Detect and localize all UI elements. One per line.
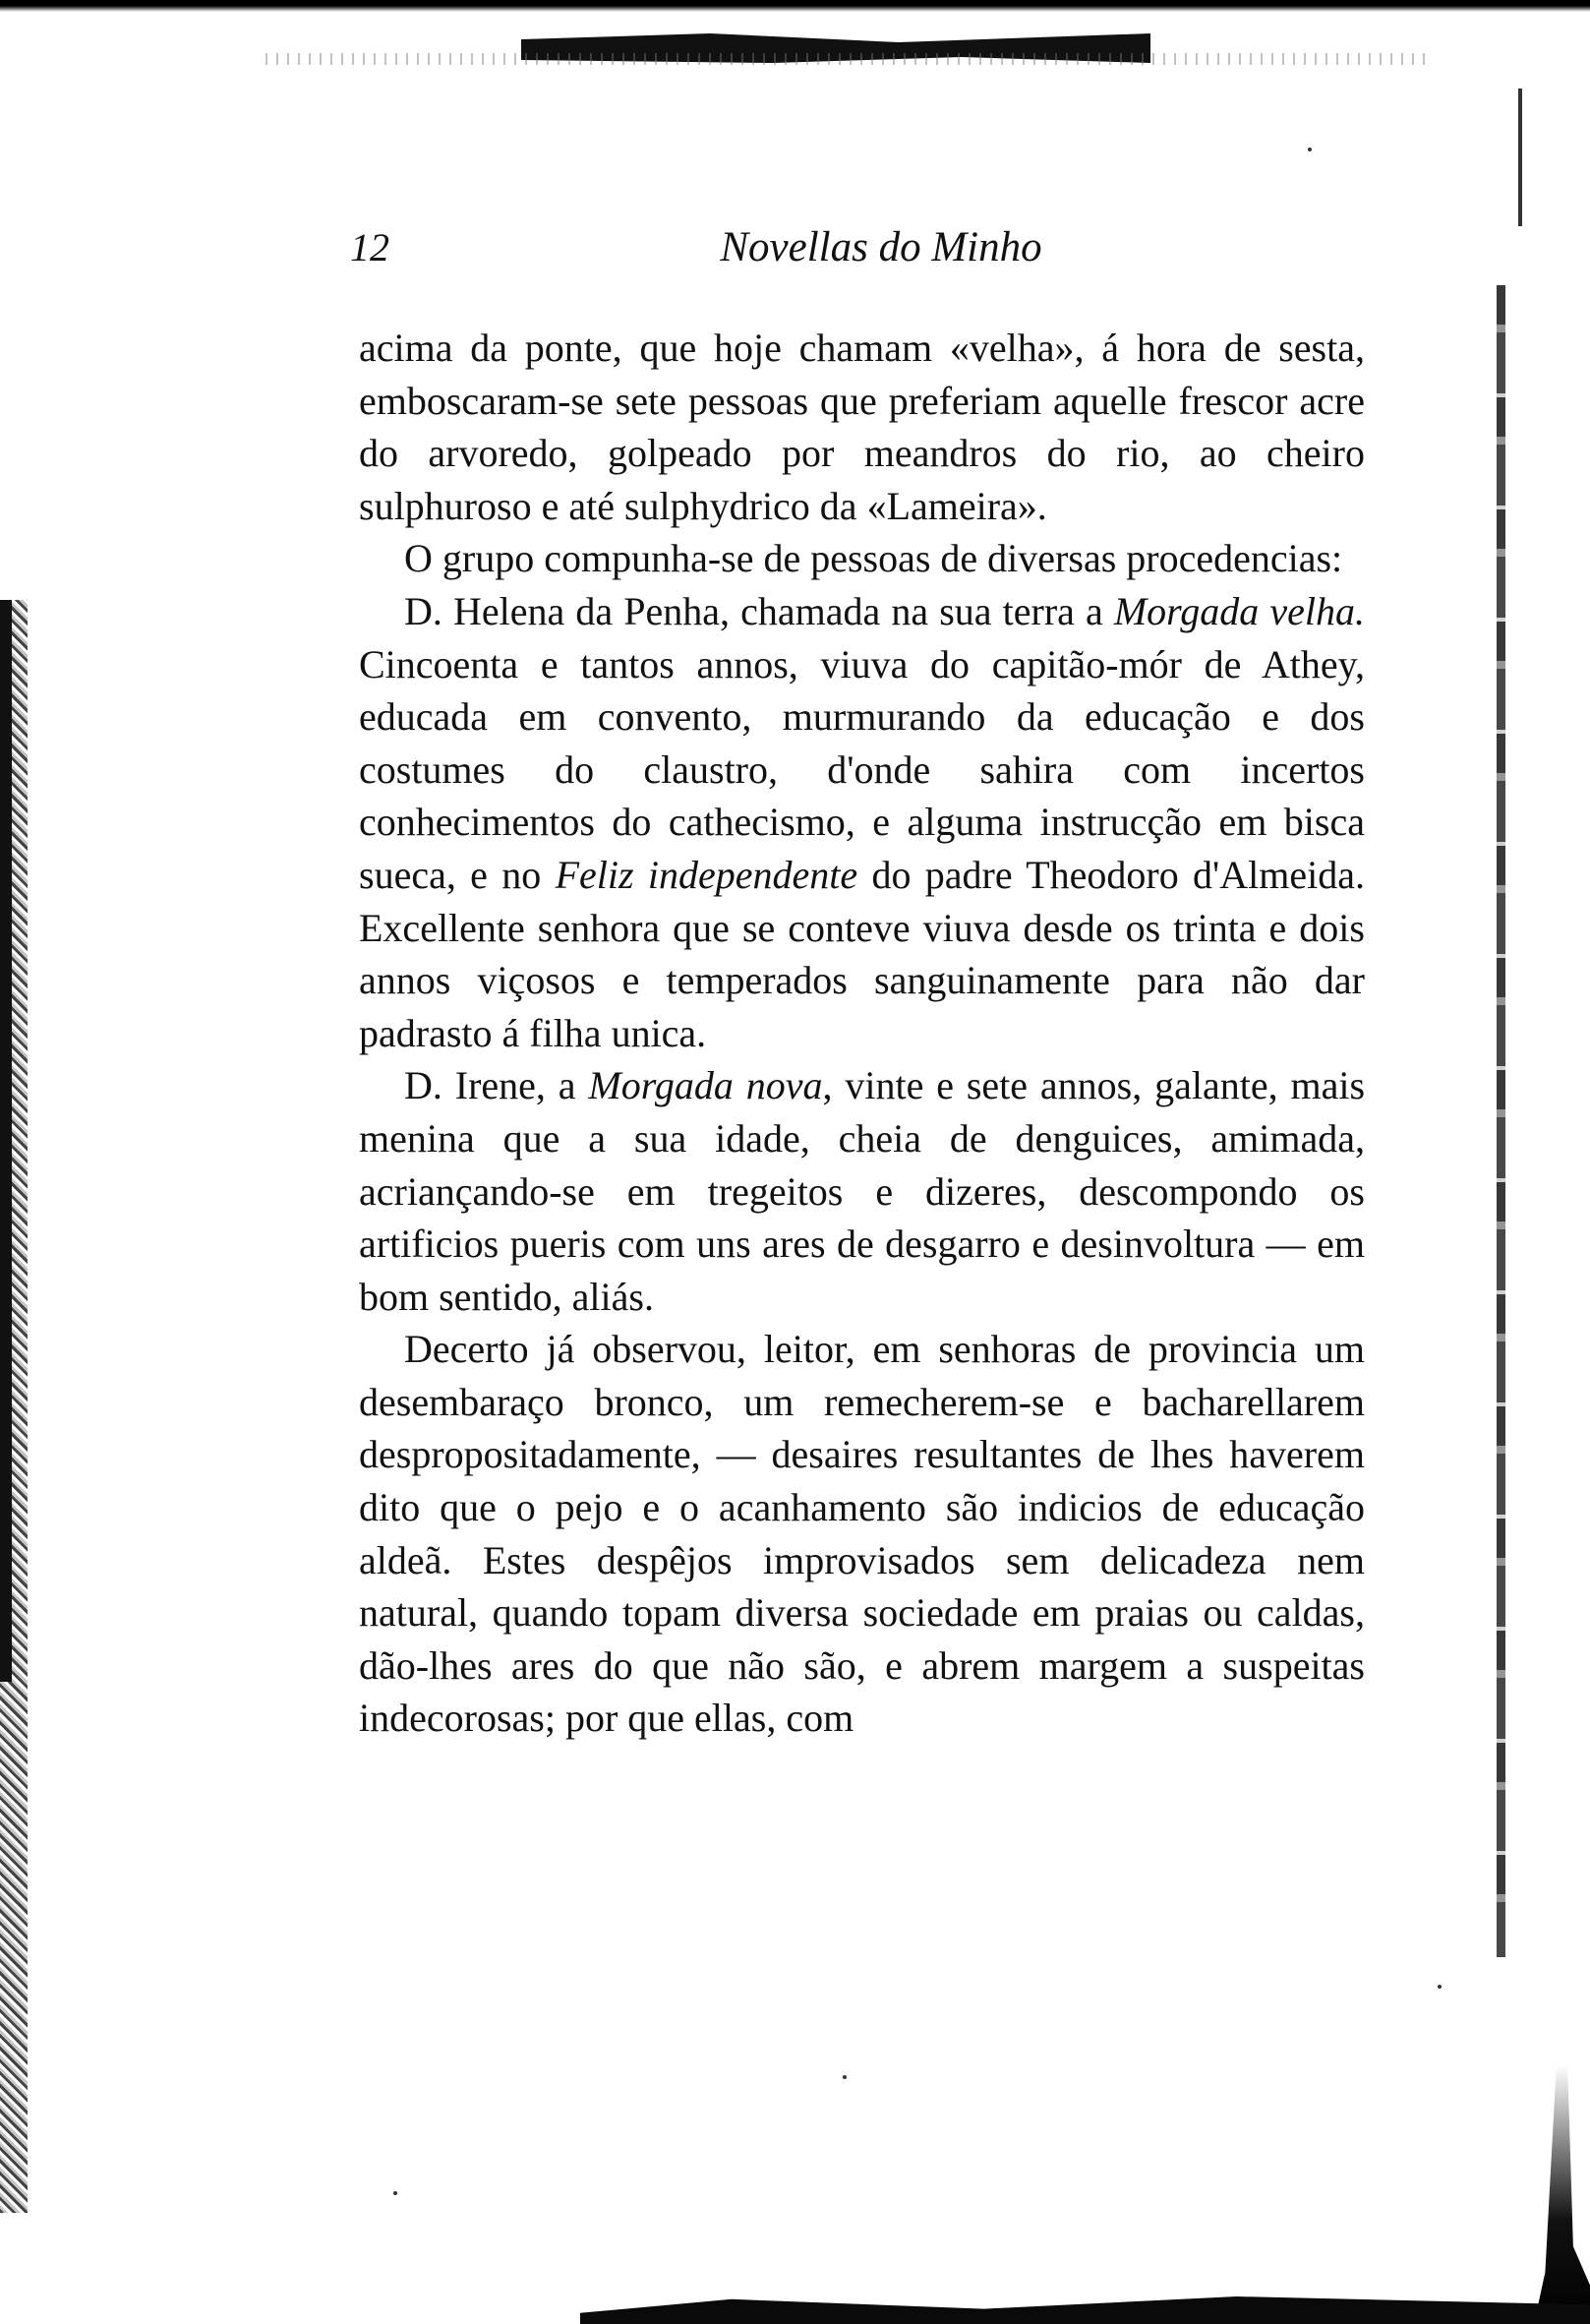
paragraph-4 (359, 1059, 1365, 1323)
italic-morgada-velha: Morgada velha. (1113, 588, 1365, 633)
scan-speck (1438, 1985, 1442, 1989)
paragraph-3 (359, 585, 1365, 1059)
paragraph-2: O grupo compunha-se de pessoas de diversas procedencias: (404, 536, 1343, 581)
scan-left-edge (0, 600, 12, 1682)
italic-feliz-independente: Feliz independente (555, 852, 858, 897)
scan-right-edge-top (1518, 89, 1522, 226)
scan-speck (393, 2191, 397, 2195)
paragraph-3-text-b: Cincoenta e tantos annos, viuva do capitão-mór de Athey, educada em convento, murmurando da educação e dos costumes do claustro, d'onde sahira com incertos conhecimentos do cathecismo, e alguma instrucção em bisca sueca, e no (359, 641, 1365, 897)
running-header (350, 218, 1353, 277)
body-text (359, 322, 1365, 1745)
page-number: 12 (350, 225, 389, 269)
italic-morgada-nova: Morgada nova (588, 1063, 823, 1108)
paragraph-3-text-c: do padre Theodoro d'Almeida. Excellente senhora que se conteve viuva desde os trinta e dois annos viçosos e temperados sanguinamente para não dar padrasto á filha unica. (359, 852, 1365, 1055)
scan-top-edge (0, 0, 1590, 12)
scan-top-speckle (265, 53, 1426, 65)
paragraph-3-text-a: D. Helena da Penha, chamada na sua terra a (404, 588, 1114, 633)
paragraph-5: Decerto já observou, leitor, em senhoras de provincia um desembaraço bronco, um remecherem-se e bacharellarem despropositadamente, — desaires resultantes de lhes haverem dito que o pejo e o acanhamento são indicios de educação aldeã. Estes despêjos improvisados sem delicadeza nem natural, quando topam diversa sociedade em praias ou caldas, dão-lhes ares do que não são, e abrem margem a suspeitas indecorosas; por que ellas, com (359, 1327, 1365, 1741)
paragraph-1: acima da ponte, que hoje chamam «velha», á hora de sesta, emboscaram-se sete pessoas que preferiam aquelle frescor acre do arvoredo, golpeado por meandros do rio, ao cheiro sulphuroso e até sulphydrico da «Lameira». (359, 326, 1365, 528)
scan-speck (1308, 148, 1312, 151)
scan-bottom-edge (580, 2296, 1590, 2324)
paragraph-4-text-b: , vinte e sete annos, galante, mais menina que a sua idade, cheia de denguices, amimada, acriançando-se em tregeitos e dizeres, descompondo os artificios pueris com uns ares de desgarro e desinvoltura — em bom sentido, aliás. (359, 1063, 1366, 1319)
scan-bottom-right-artifact (1534, 2065, 1590, 2324)
scan-speck (843, 2075, 847, 2079)
running-title: Novellas do Minho (720, 224, 1042, 270)
scan-right-edge (1497, 285, 1505, 1957)
paragraph-4-text-a: D. Irene, a (404, 1063, 589, 1108)
